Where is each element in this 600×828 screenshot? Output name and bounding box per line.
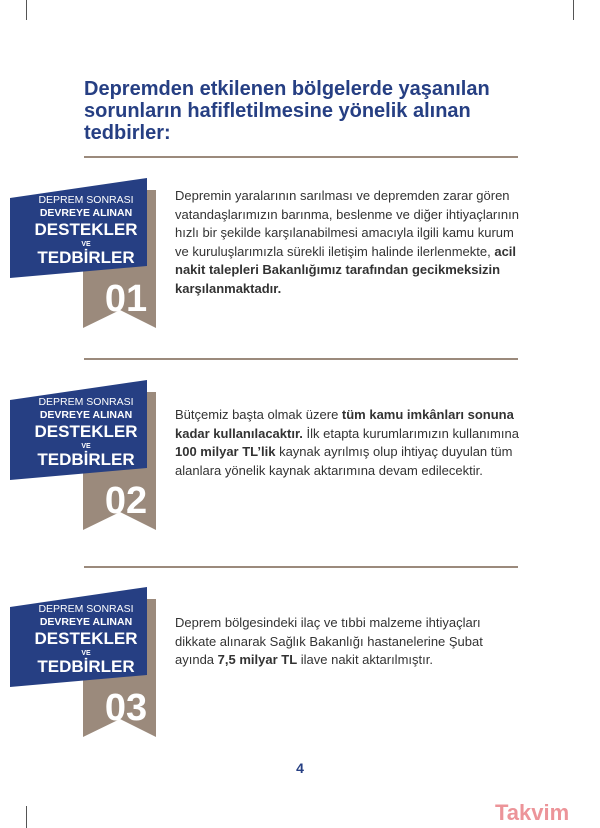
badge-line: TEDBİRLER [37, 657, 135, 676]
badge-line: VE [81, 241, 91, 248]
badge-line: DESTEKLER [34, 422, 138, 441]
badge-02 [10, 380, 160, 530]
bold-text: 7,5 milyar TL [217, 652, 298, 668]
badge-line: VE [81, 443, 91, 450]
badge-line: DEPREM SONRASI [38, 396, 134, 408]
crop-mark [26, 806, 27, 828]
badge-line: TEDBİRLER [37, 248, 135, 267]
badge-line: TEDBİRLER [37, 450, 135, 469]
badge-line: DEVREYE ALINAN [39, 616, 133, 628]
bold-text: acil nakit talepleri Bakanlığımız tarafından gecikmeksizin karşılanmaktadır. [175, 243, 517, 296]
badge-line: VE [81, 650, 91, 657]
badge-line: DEPREM SONRASI [38, 194, 134, 206]
crop-mark [573, 0, 574, 20]
bold-text: tüm kamu imkânları sonuna kadar kullanılacaktır. [175, 407, 514, 441]
text: Bütçemiz başta olmak üzere [175, 407, 342, 422]
section-number: 01 [104, 278, 148, 320]
divider [84, 358, 518, 360]
text: ilave nakit aktarılmıştır. [297, 652, 433, 668]
text: Depremin yaralarının sarılması ve depremden zarar gören vatandaşlarımızın barınma, beslenme ve diğer ihtiyaçlarının hızlı bir şekilde karşılanabilmesi amacıyla ilgili kamu kurum ve kuruluşlarımızla sürekli iletişim halinde ilerlenmekte, [175, 188, 519, 259]
divider [84, 566, 518, 568]
badge-line: DEVREYE ALINAN [39, 409, 133, 421]
text: kaynak ayrılmış olup ihtiyaç duyulan tüm alanlara yönelik kaynak aktarımına devam edilecektir. [175, 444, 513, 478]
badge-line: DEPREM SONRASI [38, 603, 134, 615]
watermark-logo: Takvim [495, 800, 570, 825]
badge-03 [10, 587, 160, 737]
page-number: 4 [296, 760, 304, 776]
badge-01 [10, 178, 160, 328]
badge-line: DESTEKLER [34, 629, 138, 648]
section-text [175, 187, 525, 299]
section-text [175, 614, 525, 670]
text: Deprem bölgesindeki ilaç ve tıbbi malzeme ihtiyaçları dikkate alınarak Sağlık Bakanlığı hastanelerine Şubat ayında [175, 615, 483, 668]
badge-line: DESTEKLER [34, 220, 138, 239]
page-title: Depremden etkilenen bölgelerde yaşanılan sorunların hafifletilmesine yönelik alınan tedbirler: [84, 78, 490, 144]
section-text [175, 406, 525, 480]
section-number: 03 [104, 687, 148, 729]
badge-line: DEVREYE ALINAN [39, 207, 133, 219]
divider [84, 156, 518, 158]
bold-text: 100 milyar TL’lik [175, 444, 276, 460]
crop-mark [26, 0, 27, 20]
text: İlk etapta kurumlarımızın kullanımına [302, 425, 519, 441]
section-number: 02 [104, 480, 148, 522]
